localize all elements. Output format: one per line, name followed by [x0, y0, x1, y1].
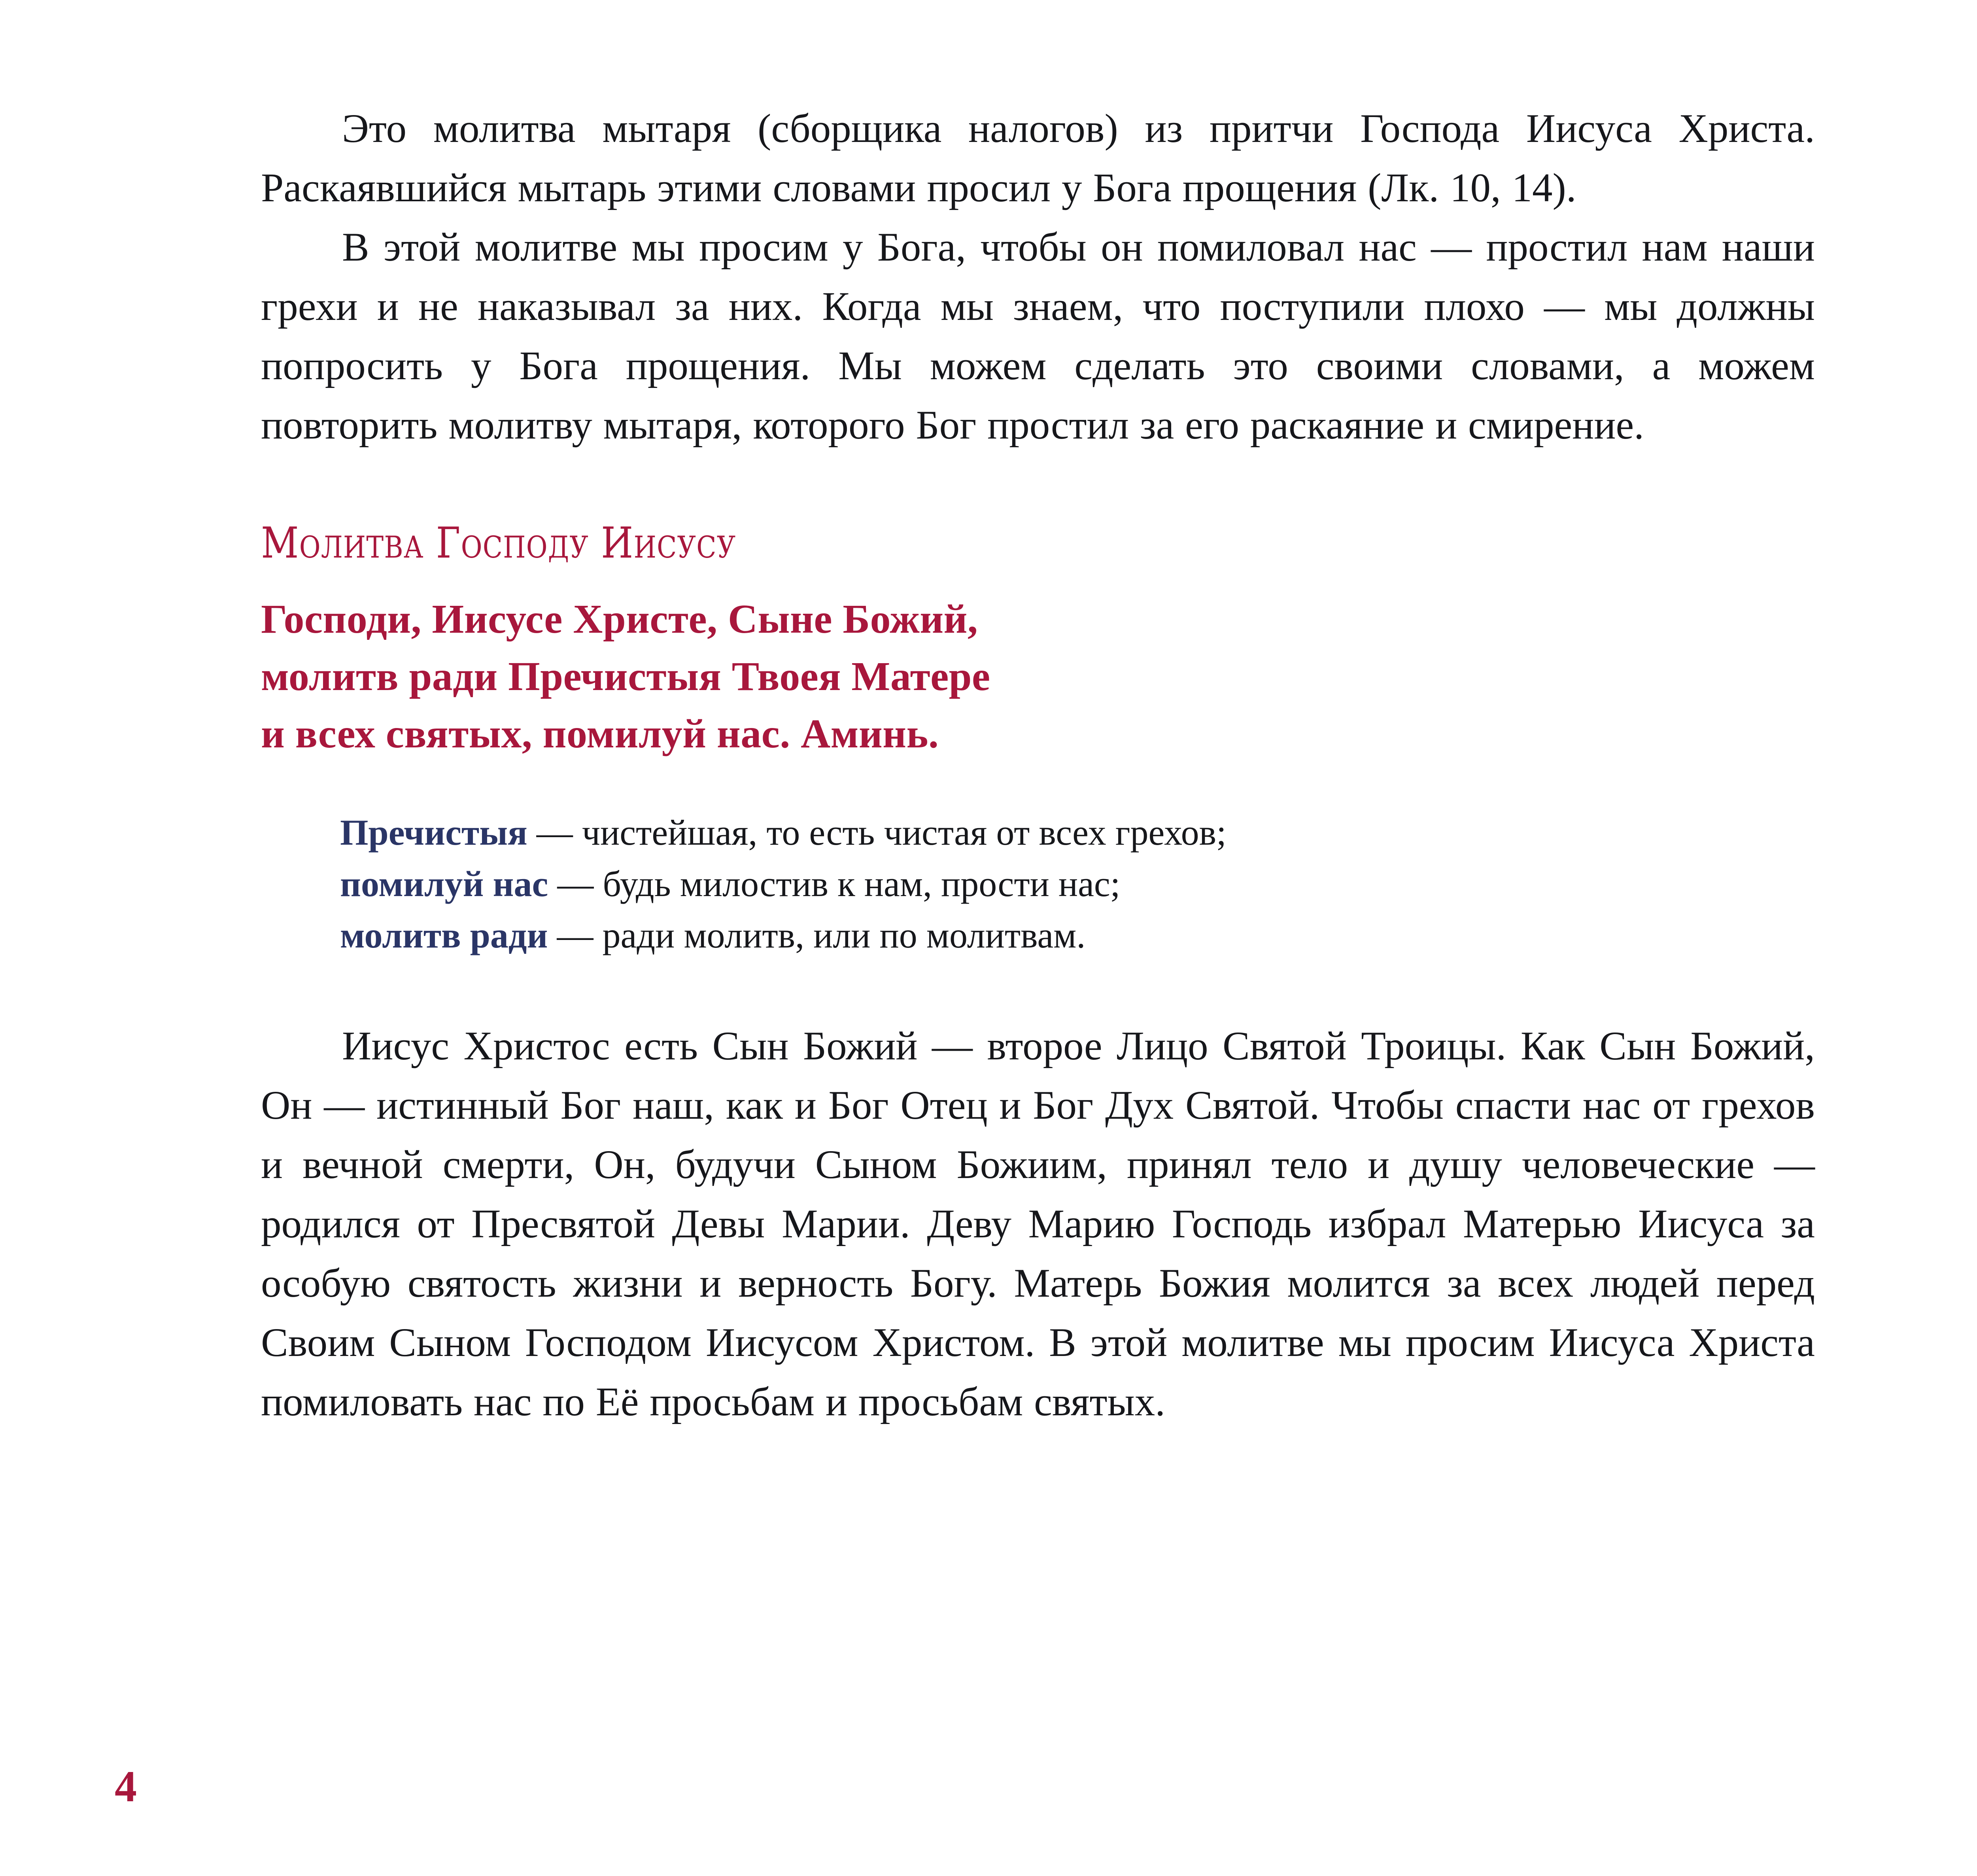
spacer-before-glossary [261, 762, 1815, 807]
glossary-term: помилуй нас [340, 864, 548, 904]
intro-paragraph-2: В этой молитве мы просим у Бога, чтобы он помиловал нас — простил нам наши грехи и не наказывал за них. Когда мы знаем, что поступили плохо — мы должны попросить у Бога прощения. Мы можем сделать это своими словами, а можем повторить молитву мытаря, которого Бог простил за его раскаяние и смирение. [261, 225, 1815, 448]
spacer-before-heading [261, 455, 1815, 520]
glossary-term: молитв ради [340, 915, 548, 955]
intro-paragraphs [261, 99, 1815, 455]
glossary-entry [340, 858, 1815, 910]
page-number: 4 [115, 1762, 137, 1811]
text-column [261, 99, 1815, 1432]
prayer-line-3: и всех святых, помилуй нас. Аминь. [261, 711, 939, 756]
glossary-entry [340, 910, 1815, 961]
spacer-before-commentary [261, 961, 1815, 1016]
glossary-block [261, 807, 1815, 961]
glossary-definition: — будь милостив к нам, прости нас; [557, 864, 1121, 904]
glossary-definition: — ради молитв, или по молитвам. [557, 915, 1086, 955]
prayer-line-2: молитв ради Пречистыя Твоея Матере [261, 654, 990, 699]
commentary-paragraph-1: Иисус Христос есть Сын Божий — второе Лицо Святой Троицы. Как Сын Божий, Он — истинный Бог наш, как и Бог Отец и Бог Дух Святой. Чтобы спасти нас от грехов и вечной смерти, Он, будучи Сыном Божиим, принял тело и душу человеческие — родился от Пресвятой Девы Марии. Деву Марию Господь избрал Матерью Иисуса за особую святость жизни и верность Богу. Матерь Божия молится за всех людей перед Своим Сыном Господом Иисусом Христом. В этой молитве мы просим Иисуса Христа помиловать нас по Её просьбам и просьбам святых. [261, 1023, 1815, 1424]
prayer-text [261, 590, 1815, 762]
intro-paragraph-1: Это молитва мытаря (сборщика налогов) из притчи Господа Иисуса Христа. Раскаявшийся мытарь этими словами просил у Бога прощения (Лк. 10, 14). [261, 106, 1815, 210]
glossary-definition: — чистейшая, то есть чистая от всех грехов; [536, 812, 1227, 853]
glossary-term: Пречистыя [340, 812, 527, 853]
prayer-line-1: Господи, Иисусе Христе, Сыне Божий, [261, 596, 978, 642]
glossary-entry [340, 807, 1815, 858]
spacer-after-heading [261, 567, 1815, 590]
prayer-heading: Молитва Господу Иисусу [261, 518, 736, 568]
